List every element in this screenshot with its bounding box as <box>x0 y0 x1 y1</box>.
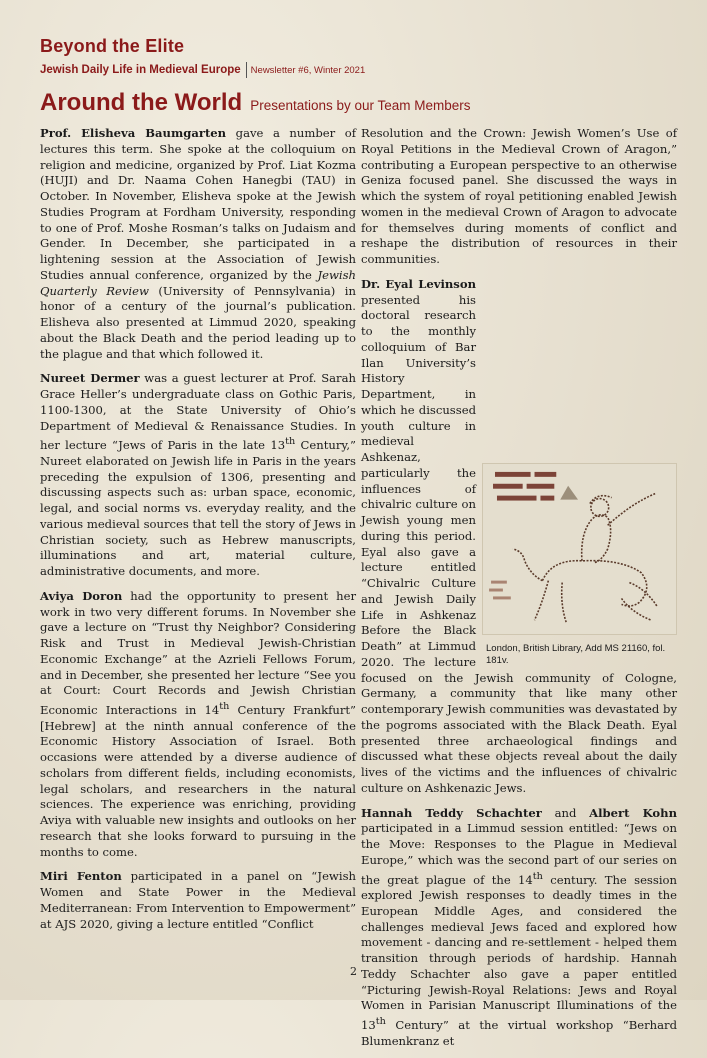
newsletter-title: Beyond the Elite <box>40 36 185 56</box>
person-name: Nureet Dermer <box>40 371 140 386</box>
paragraph-levinson <box>361 277 677 797</box>
section-heading <box>40 89 471 117</box>
header-divider <box>246 62 247 78</box>
person-name: Hannah Teddy Schachter <box>361 805 542 820</box>
newsletter-subtitle-row <box>40 62 365 78</box>
paragraph-text: participated in a Limmud session entitled: “Jews on the Move: Responses to the Plague in Medieval Europe,” which was the second part of our series on the great plague of the 14 <box>361 821 677 887</box>
manuscript-figure <box>482 463 681 667</box>
manuscript-illustration <box>482 463 677 635</box>
paragraph-text: century. The session explored Jewish responses to deadly times in the European Middle Ages, and considered the challenges medieval Jews faced and explored how movement - dancing and re-settlement - helped them transition through periods of hardship. Hannah Teddy Schachter also gave a paper entitled “Picturing Jewish-Royal Relations: Jews and Royal Women in Parisian Manuscript Illuminations of the 13 <box>361 872 677 1032</box>
person-name: Albert Kohn <box>589 805 678 820</box>
newsletter-header <box>40 36 365 78</box>
page-number: 2 <box>350 965 357 978</box>
person-name: Aviya Doron <box>40 588 123 603</box>
paragraph-text: Century,” Nureet elaborated on Jewish life in Paris in the years preceding the expulsion of 1306, presenting and discussing aspects such as: urban space, economic, legal, and social norms vs. everyday reality, and the various medieval sources that tell the story of Jews in Christian society, such as Hebrew manuscripts, illuminations and art, material culture, administrative documents, and more. <box>40 438 356 579</box>
paragraph-text: presented his doctoral research to the monthly colloquium of Bar Ilan University’s History Department, in which he discussed youth culture in medieval Ashkenaz, particularly the influences of chivalric culture on Jewish young men during this period. Eyal also gave a lecture entitled “Chivalric Culture and Jewish Daily Life in Ashkenaz Before the Black Death” at Limmud 2020. The lecture focused on the Jewish community of Cologne, Germany, a community that like many other contemporary Jewish communities was devastated by the pogroms associated with the Black Death. Eyal presented three archaeological findings and discussed what these objects reveal about the daily lives of the victims and the influences of chivalric culture on Ashkenazic Jews. <box>361 292 677 795</box>
figure-caption: London, British Library, Add MS 21160, fol. 181v. <box>486 642 666 666</box>
section-title: Around the World <box>40 89 243 116</box>
paragraph-doron <box>40 589 356 861</box>
person-name: Dr. Eyal Levinson <box>361 276 476 291</box>
paragraph-schachter-kohn <box>361 806 677 1050</box>
paragraph-baumgarten <box>40 126 356 362</box>
ordinal-suffix: th <box>532 870 543 882</box>
paragraph-text: gave a number of lectures this term. She spoke at the colloquium on religion and medicine, organized by Prof. Liat Kozma (HUJI) and Dr. Naama Cohen Hanegbi (TAU) in October. In November, Elisheva spoke at the Jewish Studies Program at Fordham University, responding to one of Prof. Moshe Rosman’s talks on Judaism and Gender. In December, she participated in a lightening session at the Association of Jewish Studies annual conference, organized by the <box>40 126 356 282</box>
journal-title: Jewish Quarterly Review <box>40 267 356 298</box>
ordinal-suffix: th <box>219 701 230 713</box>
person-name: Prof. Elisheva Baumgarten <box>40 126 227 140</box>
issue-label: Newsletter #6, Winter 2021 <box>250 64 366 76</box>
paragraph-text: was a guest lecturer at Prof. Sarah Grace Heller’s undergraduate class on Gothic Paris, 1100-1300, at the State University of Ohio’s Department of Medieval & Renaissance Studies. In her lecture “Jews of Paris in the late 13 <box>40 371 356 453</box>
ordinal-suffix: th <box>375 1016 386 1028</box>
paragraph-text: participated in a panel on “Jewish Women and State Power in the Medieval Mediterranean: From Intervention to Empowerment” at AJS 2020, giving a lecture entitled “Conflict <box>40 869 356 931</box>
newsletter-subtitle: Jewish Daily Life in Medieval Europe <box>40 64 241 76</box>
paragraph-text: had the opportunity to present her work in two very different forums. In November she gave a lecture on “Trust thy Neighbor? Considering Risk and Trust in Medieval Jewish-Christian Economic Exchange” at the Azrieli Fellows Forum, and in December, she presented her lecture “See you at Court: Court Records and Jewish Christian Economic Interactions in 14 <box>40 588 356 717</box>
section-subtitle: Presentations by our Team Members <box>250 98 471 113</box>
paragraph-text: and <box>541 805 590 820</box>
knight-illustration-icon <box>483 464 676 634</box>
ordinal-suffix: th <box>285 436 296 448</box>
paragraph-fenton <box>40 869 356 932</box>
paragraph-dermer <box>40 371 356 580</box>
paragraph-fenton-continued: Resolution and the Crown: Jewish Women’s Use of Royal Petitions in the Medieval Crown of Aragon,” contributing a European perspective to an otherwise Geniza focused panel. She discussed the ways in which the system of royal petitioning enabled Jewish women in the medieval Crown of Aragon to advocate for themselves during moments of conflict and reshape the distribution of resources in their communities. <box>361 126 677 266</box>
paragraph-text: (University of Pennsylvania) in honor of a century of the journal’s publication. Elisheva also presented at Limmud 2020, speaking about the Black Death and the period leading up to the plague and that which followed it. <box>40 283 356 361</box>
right-column <box>361 126 677 1058</box>
person-name: Miri Fenton <box>40 869 122 884</box>
left-column <box>40 126 356 941</box>
paragraph-text: Century” at the virtual workshop “Berhard Blumenkranz et <box>361 1017 677 1048</box>
paragraph-text: Century Frankfurt” [Hebrew] at the ninth annual conference of the Economic History Association of Israel. Both occasions were attended by a diverse audience of scholars from different fields, including economists, legal scholars, and researchers in the natural sciences. The experience was enriching, providing Aviya with valuable new insights and outlooks on her research that she looks forward to pursuing in the months to come. <box>40 702 356 859</box>
